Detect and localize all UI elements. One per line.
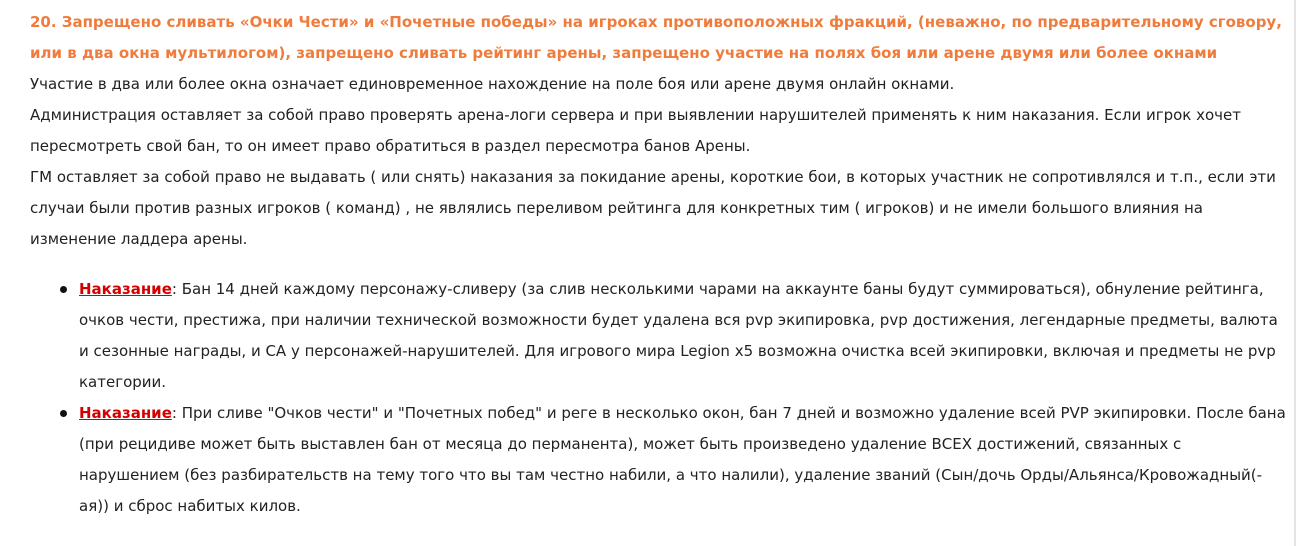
- bullet-icon: [60, 410, 67, 417]
- bullet-icon: [60, 286, 67, 293]
- punishment-item-points-drain: [79, 274, 1286, 398]
- rule-paragraph-multiwindow: Участие в два или более окна означает единовременное нахождение на поле боя или арене двумя онлайн окнами.: [30, 75, 955, 93]
- rule-paragraph-gm-discretion: ГМ оставляет за собой право не выдавать ( или снять) наказания за покидание арены, короткие бои, в которых участник не сопротивлялся и т.п., если эти случаи были против разных игроков ( команд) , не являлись переливом рейтинга для конкретных тим ( игроков) и не имели большого влияния на изменение ладдера арены.: [30, 168, 1276, 248]
- rule-title: 20. Запрещено сливать «Очки Чести» и «Почетные победы» на игроках противоположных фракций, (неважно, по предварительному сговору, или в два окна мультилогом), запрещено сливать рейтинг арены, запрещено участие на полях боя или арене двумя или более окнами: [30, 13, 1282, 62]
- rule-paragraph-arena-logs: Администрация оставляет за собой право проверять арена-логи сервера и при выявлении нарушителей применять к ним наказания. Если игрок хочет пересмотреть свой бан, то он имеет право обратиться в раздел пересмотра банов Арены.: [30, 106, 1242, 155]
- punishment-text: При сливе "Очков чести" и "Почетных побед" и реге в несколько окон, бан 7 дней и возможно удаление всей PVP экипировки. После бана (при рецидиве может быть выставлен бан от месяца до перманента), может быть произведено удаление ВСЕХ достижений, связанных с нарушением (без разбирательств на тему того что вы там честно набили, а что налили), удаление званий (Сын/дочь Орды/Альянса/Кровожадный(-ая)) и сброс набитых килов.: [79, 404, 1286, 515]
- punishment-separator: :: [171, 404, 177, 422]
- punishment-label: Наказание: [79, 280, 172, 298]
- punishment-label: Наказание: [79, 404, 172, 422]
- rule-section: [30, 7, 1286, 522]
- punishment-text: Бан 14 дней каждому персонажу-сливеру (за слив несколькими чарами на аккаунте баны будут суммироваться), обнуление рейтинга, очков чести, престижа, при наличии технической возможности будет удалена вся pvp экипировка, pvp достижения, легендарные предметы, валюта и сезонные награды, и СА у персонажей-нарушителей. Для игрового мира Legion x5 возможна очистка всей экипировки, включая и предметы не pvp категории.: [79, 280, 1278, 391]
- punishment-list: [30, 274, 1286, 522]
- punishment-item-multiwindow: [79, 398, 1286, 522]
- punishment-separator: :: [171, 280, 177, 298]
